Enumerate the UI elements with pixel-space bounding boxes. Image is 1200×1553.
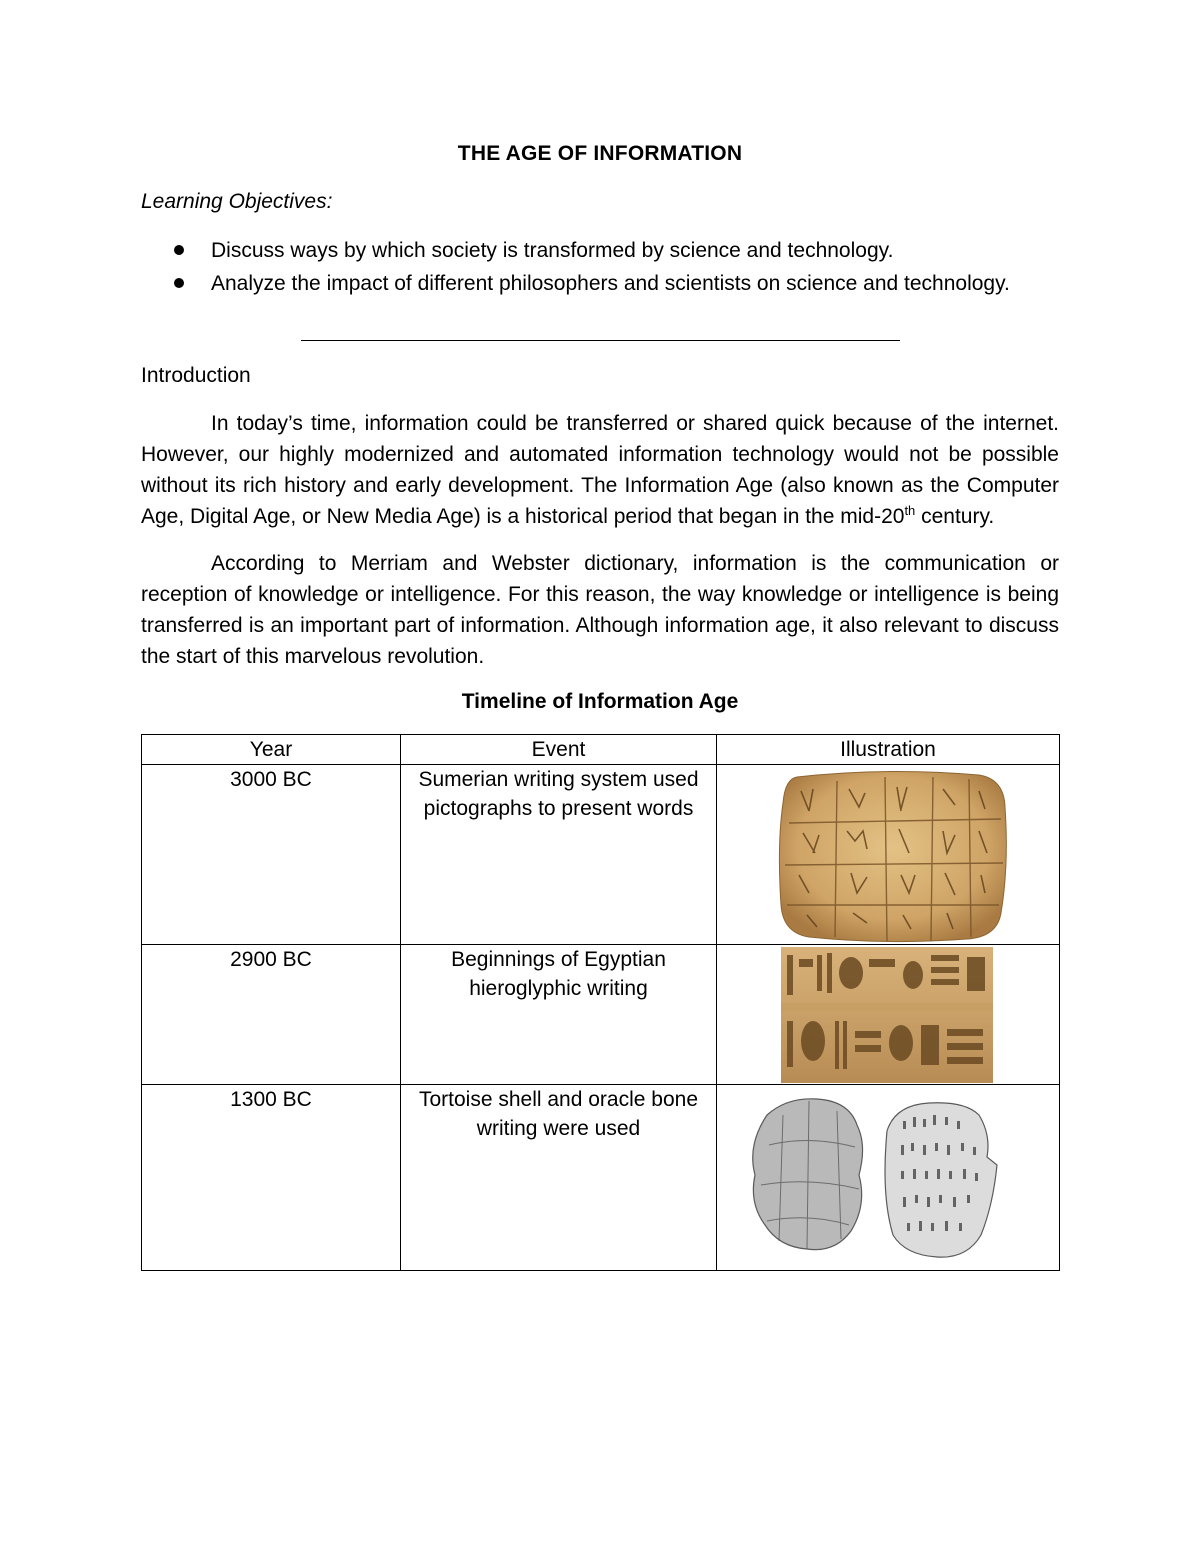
list-item: Analyze the impact of different philosophers and scientists on science and technology. <box>141 271 1010 304</box>
document-title: THE AGE OF INFORMATION <box>457 142 743 165</box>
introduction-paragraph-1: In today’s time, information could be transferred or shared quick because of the internet. However, our highly modernized and automated information technology would not be possible without its rich history and early development. The Information Age (also known as the Computer Age, Digital Age, or New Media Age) is a historical period that began in the mid-20th century. <box>141 412 1059 528</box>
illustration-cell <box>717 945 1060 1085</box>
illustration-cell <box>717 1085 1060 1271</box>
bullet-icon <box>174 278 184 288</box>
year-cell: 2900 BC <box>142 945 401 1085</box>
table-row <box>142 765 1060 945</box>
learning-objectives-label: Learning Objectives: <box>141 190 333 213</box>
year-cell: 3000 BC <box>142 765 401 945</box>
table-row <box>142 1085 1060 1271</box>
table-header-row <box>142 735 1060 765</box>
learning-objectives-list <box>141 238 1010 304</box>
column-header-illustration: Illustration <box>717 735 1060 765</box>
sumerian-clay-tablet-image <box>717 765 1060 943</box>
introduction-paragraph-2: According to Merriam and Webster dictionary, information is the communication or reception of knowledge or intelligence. For this reason, the way knowledge or intelligence is being transferred is an important part of information. Although information age, it also relevant to discuss the start of this marvelous revolution. <box>141 552 1059 668</box>
year-cell: 1300 BC <box>142 1085 401 1271</box>
event-cell: Tortoise shell and oracle bone writing were used <box>401 1085 717 1271</box>
event-cell: Sumerian writing system used pictographs to present words <box>401 765 717 945</box>
timeline-table <box>141 734 1060 1271</box>
horizontal-rule <box>301 340 900 341</box>
event-cell: Beginnings of Egyptian hieroglyphic writing <box>401 945 717 1085</box>
column-header-year: Year <box>142 735 401 765</box>
egyptian-hieroglyphs-image <box>717 945 1060 1083</box>
illustration-cell <box>717 765 1060 945</box>
column-header-event: Event <box>401 735 717 765</box>
oracle-bones-image <box>717 1085 1060 1269</box>
table-row <box>142 945 1060 1085</box>
timeline-title: Timeline of Information Age <box>461 690 739 713</box>
bullet-icon <box>174 245 184 255</box>
introduction-heading: Introduction <box>141 364 251 387</box>
list-item: Discuss ways by which society is transformed by science and technology. <box>141 238 1010 271</box>
